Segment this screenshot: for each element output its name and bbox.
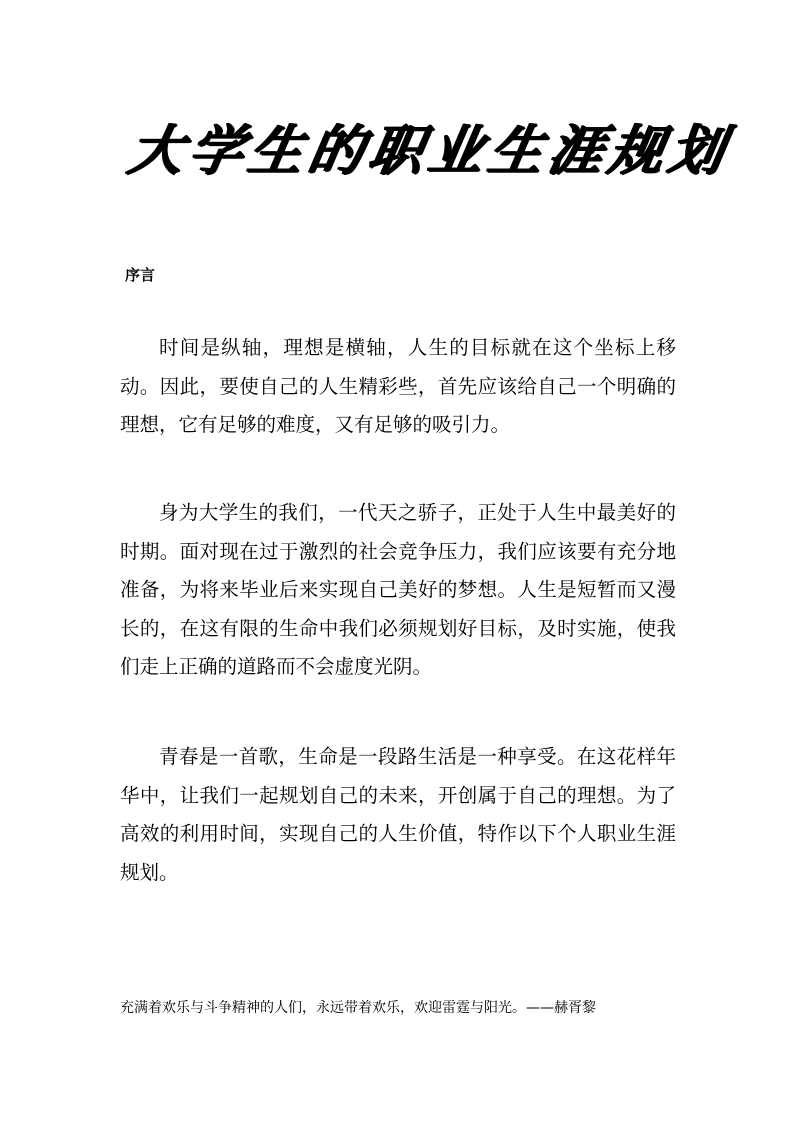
paragraph-1: 时间是纵轴，理想是横轴，人生的目标就在这个坐标上移动。因此，要使自己的人生精彩些，首先应该给自己一个明确的理想，它有足够的难度，又有足够的吸引力。 — [120, 336, 676, 436]
preface-heading: 序言 — [125, 266, 156, 284]
paragraph-2: 身为大学生的我们，一代天之骄子，正处于人生中最美好的时期。面对现在过于激烈的社会竞争压力，我们应该要有充分地准备，为将来毕业后来实现自己美好的梦想。人生是短暂而又漫长的，在这有限的生命中我们必须规划好目标，及时实施，使我们走上正确的道路而不会虚度光阴。 — [120, 501, 676, 678]
paragraph-3: 青春是一首歌，生命是一段路生活是一种享受。在这花样年华中，让我们一起规划自己的未来，开创属于自己的理想。为了高效的利用时间，实现自己的人生价值，特作以下个人职业生涯规划。 — [120, 745, 676, 884]
footer-quote: 充满着欢乐与斗争精神的人们，永远带着欢乐，欢迎雷霆与阳光。——赫胥黎 — [120, 1000, 596, 1016]
document-title: 大学生的职业生涯规划 — [124, 118, 736, 182]
